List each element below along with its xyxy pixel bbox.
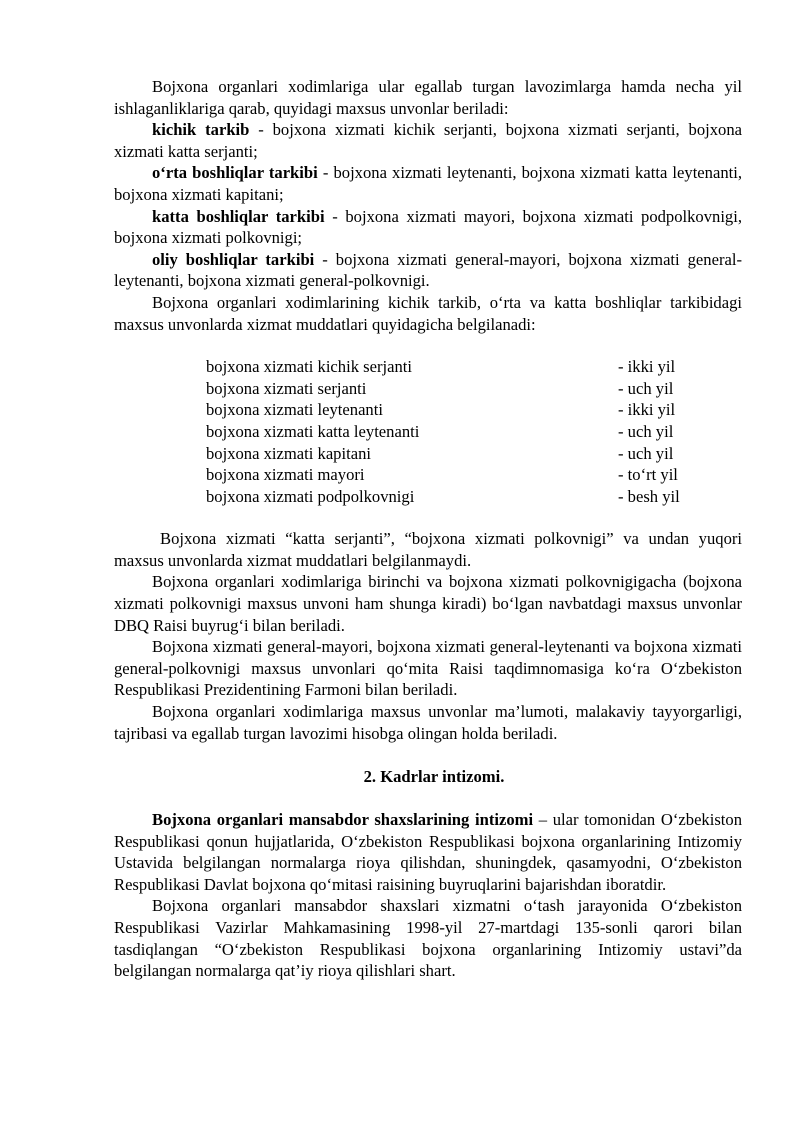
service-term-row <box>206 486 690 508</box>
service-term-row <box>206 421 690 443</box>
rank-paragraph-middle <box>114 162 742 205</box>
rank-paragraph-top <box>114 249 742 292</box>
rank-text: - bojxona xizmati general-mayori, bojxona xizmati general-leytenanti, bojxona xizmati general-polkovnigi. <box>114 249 742 291</box>
body-paragraph: Bojxona xizmati general-mayori, bojxona xizmati general-leytenanti va bojxona xizmati general-polkovnigi maxsus unvonlari qo‘mita Raisi taqdimnomasiga ko‘ra O‘zbekiston Respublikasi Prezidentining Farmoni bilan beriladi. <box>114 637 742 700</box>
service-term-row <box>206 399 690 421</box>
service-term-duration: - uch yil <box>618 421 674 441</box>
discipline-term: Bojxona organlari mansabdor shaxslarining intizomi <box>152 810 534 829</box>
service-term-rank: bojxona xizmati serjanti <box>206 378 367 398</box>
service-term-rank: bojxona xizmati kapitani <box>206 443 371 463</box>
service-term-rank: bojxona xizmati mayori <box>206 465 365 485</box>
service-term-rank: bojxona xizmati kichik serjanti <box>206 357 412 377</box>
rank-text: - bojxona xizmati leytenanti, bojxona xizmati katta leytenanti, bojxona xizmati kapitani; <box>114 163 742 204</box>
rank-term: o‘rta boshliqlar tarkibi <box>152 163 318 183</box>
service-term-row <box>206 464 690 486</box>
rank-text: - bojxona xizmati kichik serjanti, bojxona xizmati serjanti, bojxona xizmati katta serjanti; <box>114 120 742 161</box>
discipline-text: – ular tomonidan O‘zbekiston Respublikasi qonun hujjatlarida, O‘zbekiston Respublikasi bojxona organlarining Intizomiy Ustavida belgilangan normalarga rioya qilishdan, shuningdek, qasamyodni, O‘zbekiston Respublikasi Davlat bojxona qo‘mitasi raisining buyruqlarini bajarishdan iboratdir. <box>114 810 742 894</box>
service-term-rank: bojxona xizmati leytenanti <box>206 400 383 420</box>
body-paragraph: Bojxona organlari xodimlariga birinchi va bojxona xizmati polkovnigigacha (bojxona xizmati polkovnigi maxsus unvoni ham shunga kiradi) bo‘lgan navbatdagi maxsus unvonlar DBQ Raisi buyrug‘i bilan beriladi. <box>114 572 742 635</box>
closing-paragraph: Bojxona organlari mansabdor shaxslari xizmatni o‘tash jarayonida O‘zbekiston Respublikasi Vazirlar Mahkamasining 1998-yil 27-martdagi 135-sonli qarori bilan tasdiqlangan “O‘zbekiston Respublikasi bojxona organlarining Intizomiy ustavi”da belgilangan normalarga qat’iy rioya qilishlari shart. <box>114 896 742 981</box>
service-term-row <box>206 378 690 400</box>
service-term-duration: - uch yil <box>618 378 674 398</box>
service-term-row <box>206 443 690 465</box>
body-paragraph: Bojxona xizmati “katta serjanti”, “bojxona xizmati polkovnigi” va undan yuqori maxsus unvonlarda xizmat muddatlari belgilanmaydi. <box>114 529 742 570</box>
rank-paragraph-junior <box>114 119 742 162</box>
rank-paragraph-senior <box>114 206 742 249</box>
document-page <box>114 76 742 982</box>
service-term-rank: bojxona xizmati katta leytenanti <box>206 421 420 441</box>
rank-term: kichik tarkib <box>152 120 250 140</box>
rank-term: katta boshliqlar tarkibi <box>152 206 325 226</box>
section-title: 2. Kadrlar intizomi. <box>363 766 505 786</box>
discipline-paragraph <box>114 809 742 895</box>
service-term-row <box>206 356 690 378</box>
service-term-duration: - to‘rt yil <box>618 465 678 485</box>
service-term-duration: - uch yil <box>618 443 674 463</box>
intro-paragraph: Bojxona organlari xodimlariga ular egallab turgan lavozimlarga hamda necha yil ishlaganliklariga qarab, quyidagi maxsus unvonlar beriladi: <box>114 77 742 118</box>
rank-text: - bojxona xizmati mayori, bojxona xizmati podpolkovnigi, bojxona xizmati polkovnigi; <box>114 206 742 248</box>
service-term-duration: - ikki yil <box>618 357 676 377</box>
spacer <box>114 787 742 809</box>
terms-intro-paragraph: Bojxona organlari xodimlarining kichik tarkib, o‘rta va katta boshliqlar tarkibidagi maxsus unvonlarda xizmat muddatlari quyidagicha belgilanadi: <box>114 292 742 334</box>
rank-term: oliy boshliqlar tarkibi <box>152 249 315 269</box>
service-term-duration: - ikki yil <box>618 400 676 420</box>
service-term-rank: bojxona xizmati podpolkovnigi <box>206 486 415 506</box>
service-terms-list <box>206 356 690 507</box>
body-paragraph: Bojxona organlari xodimlariga maxsus unvonlar ma’lumoti, malakaviy tayyorgarligi, tajribasi va egallab turgan lavozimi hisobga olingan holda beriladi. <box>114 702 742 743</box>
service-term-duration: - besh yil <box>618 486 680 506</box>
spacer <box>114 744 742 766</box>
